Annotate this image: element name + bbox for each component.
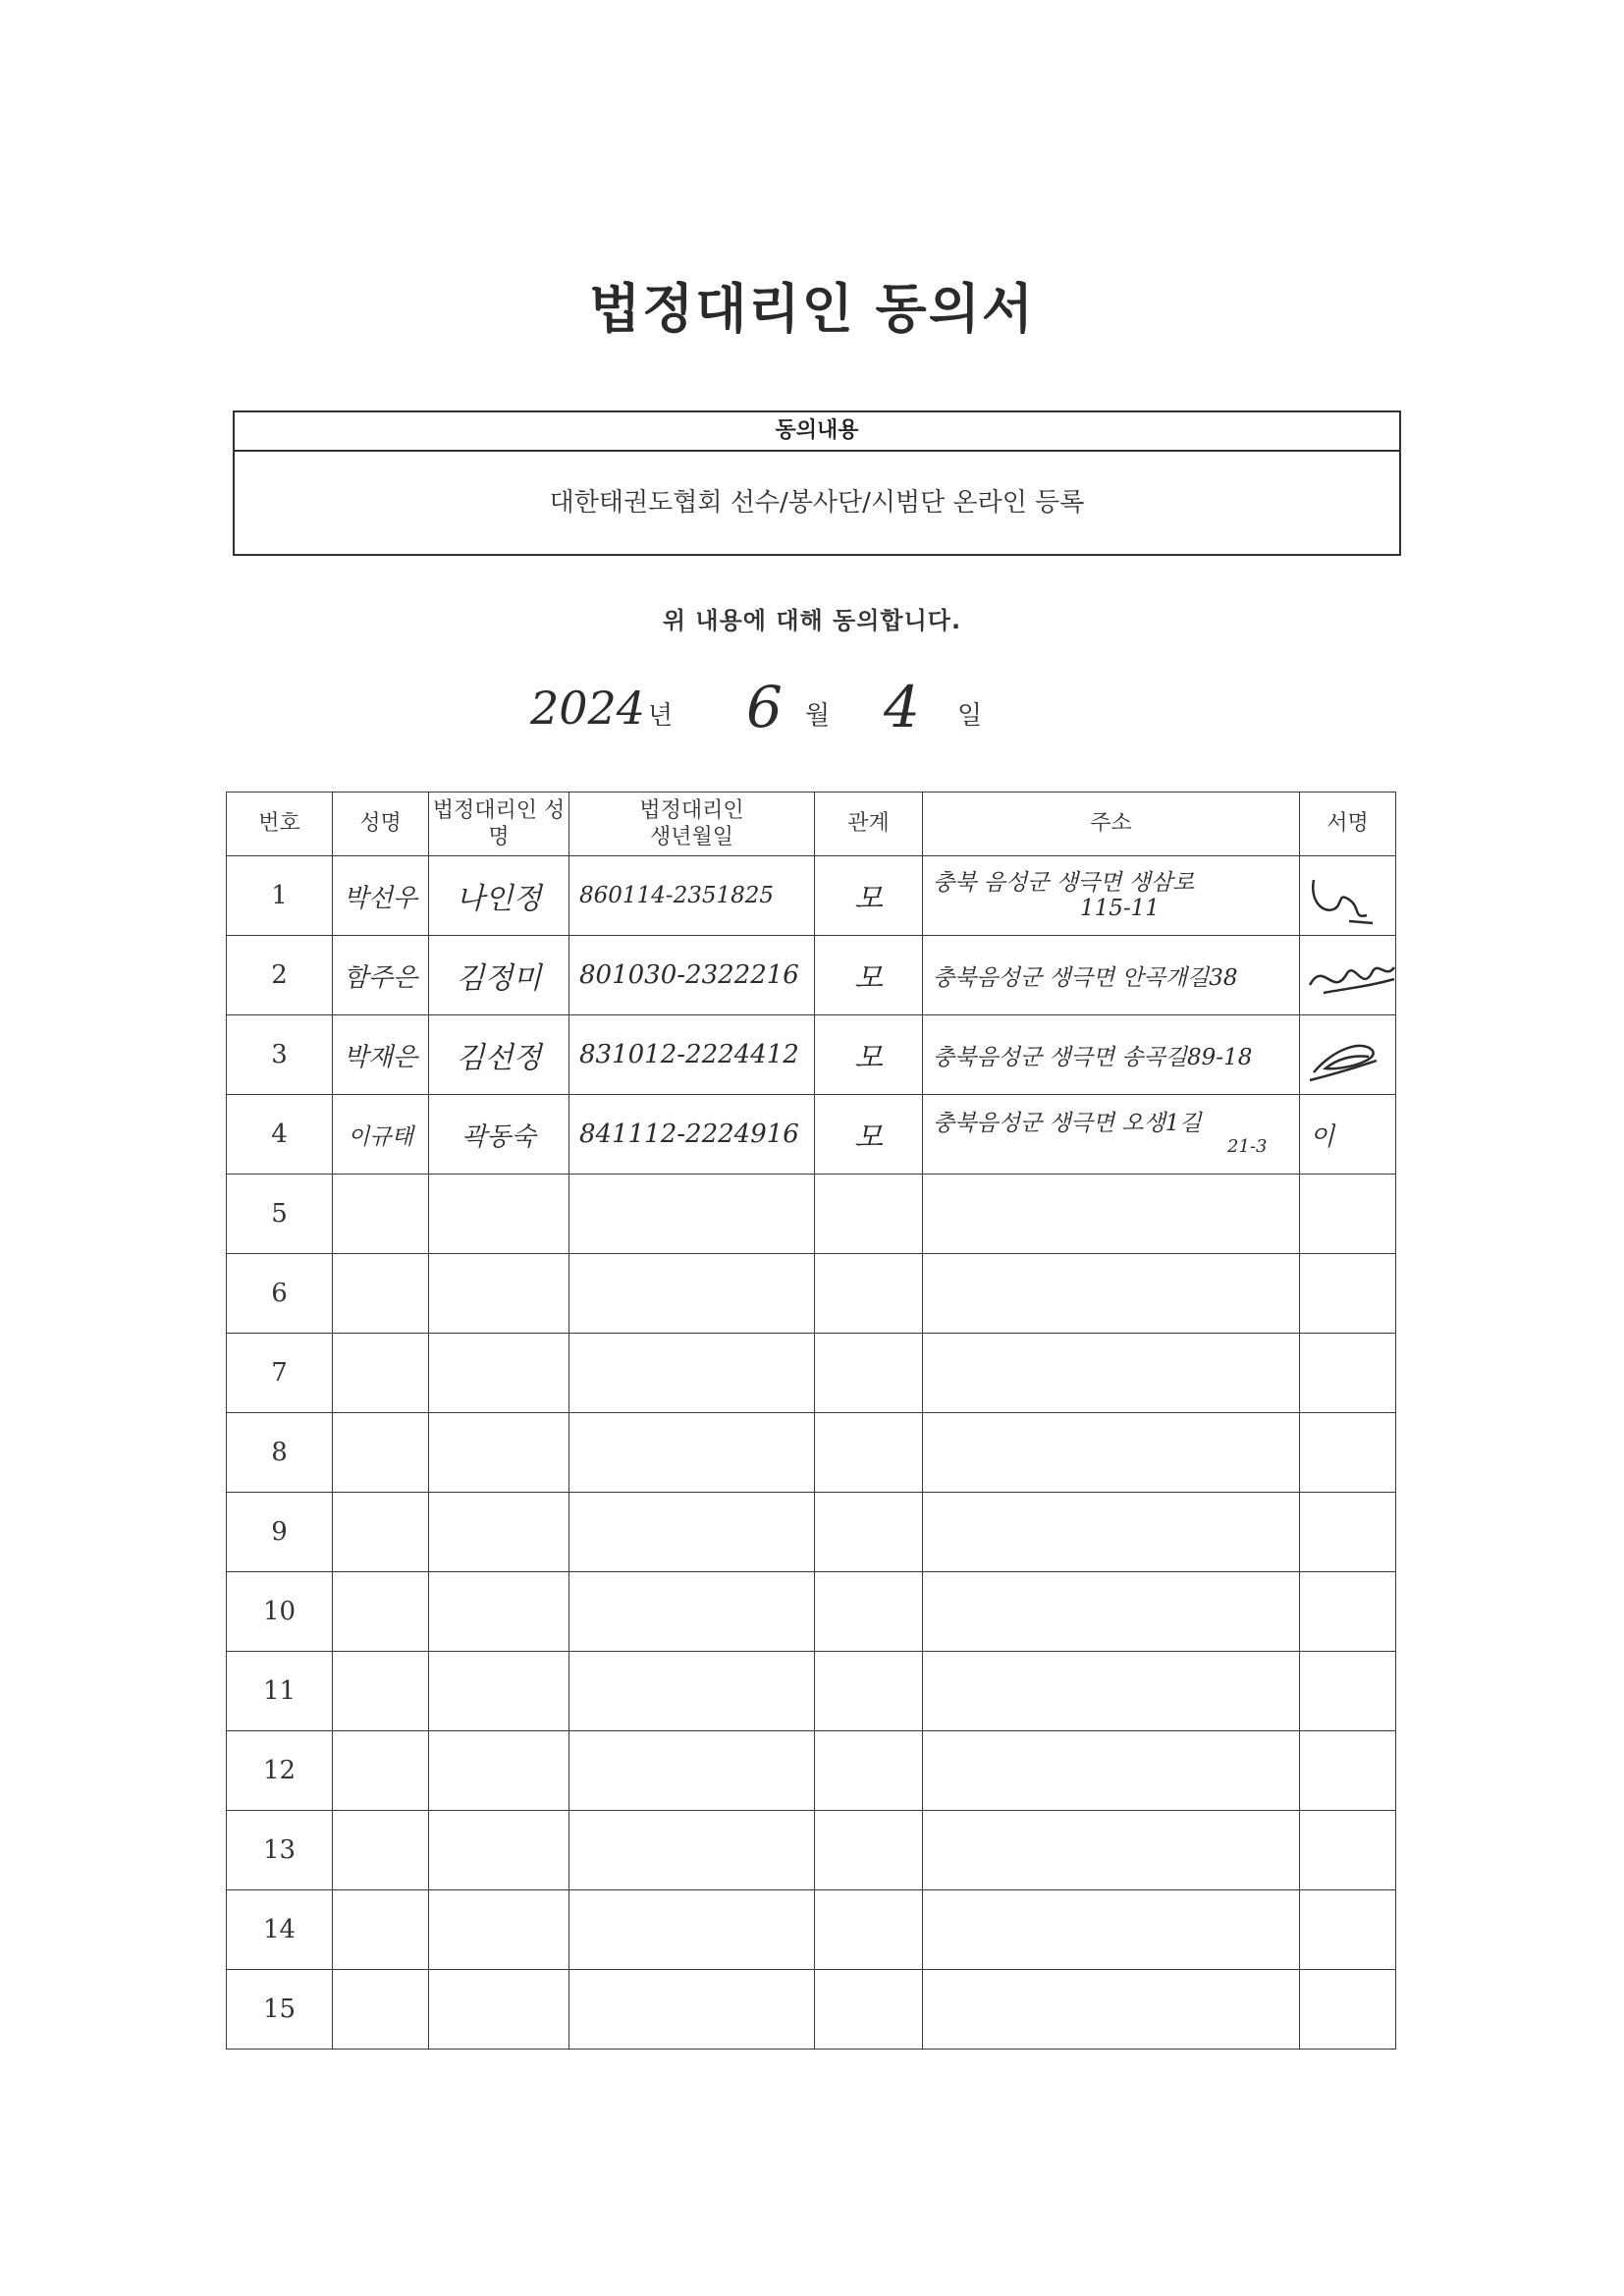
date-month-unit: 월 — [805, 701, 831, 731]
signature-cell: 이 — [1300, 1095, 1396, 1175]
signing-date — [0, 674, 1624, 746]
student-name — [333, 1413, 429, 1493]
student-name — [333, 1493, 429, 1572]
date-year: 2024 — [530, 682, 646, 735]
signature-cell — [1300, 936, 1396, 1015]
address — [923, 1254, 1300, 1334]
row-number: 15 — [227, 1970, 333, 2050]
relation — [815, 1890, 923, 1970]
guardian-birth — [569, 1175, 815, 1254]
relation — [815, 1731, 923, 1811]
student-name — [333, 1890, 429, 1970]
guardian-birth — [569, 1254, 815, 1334]
row-number: 10 — [227, 1572, 333, 1652]
table-row — [227, 936, 1396, 1015]
guardian-name — [429, 1413, 569, 1493]
signature-mark — [1300, 866, 1395, 925]
guardian-name: 김정미 — [429, 936, 569, 1015]
address — [923, 1652, 1300, 1731]
relation — [815, 1254, 923, 1334]
relation — [815, 1334, 923, 1413]
row-number: 9 — [227, 1493, 333, 1572]
student-name — [333, 1175, 429, 1254]
guardian-name — [429, 1254, 569, 1334]
guardian-name — [429, 1334, 569, 1413]
student-name — [333, 1572, 429, 1652]
address — [923, 1095, 1300, 1175]
signature-cell — [1300, 856, 1396, 936]
student-name: 박재은 — [333, 1015, 429, 1095]
guardian-birth: 831012-2224412 — [569, 1015, 815, 1095]
relation — [815, 1493, 923, 1572]
agreement-text: 위 내용에 대해 동의합니다. — [662, 607, 962, 634]
address — [923, 1970, 1300, 2050]
student-name — [333, 1652, 429, 1731]
date-year-unit: 년 — [648, 701, 674, 731]
header-guardian-name-text: 법정대리인 성명 — [432, 797, 566, 849]
row-number: 2 — [227, 936, 333, 1015]
relation — [815, 1970, 923, 2050]
guardian-birth — [569, 1413, 815, 1493]
signature-cell — [1300, 1493, 1396, 1572]
signature-cell — [1300, 1572, 1396, 1652]
consent-box — [233, 410, 1401, 556]
address-line-1: 충북음성군 생극면 오생1길 — [933, 1111, 1202, 1137]
address — [923, 1413, 1300, 1493]
signature-cell — [1300, 1811, 1396, 1890]
guardian-name — [429, 1890, 569, 1970]
relation: 모 — [815, 936, 923, 1015]
guardian-name: 김선정 — [429, 1015, 569, 1095]
signature-mark — [1300, 1025, 1395, 1084]
relation — [815, 1811, 923, 1890]
address — [923, 1493, 1300, 1572]
address — [923, 1572, 1300, 1652]
table-row — [227, 1254, 1396, 1334]
header-name: 성명 — [333, 793, 429, 856]
signature-cell — [1300, 1652, 1396, 1731]
table-row — [227, 1572, 1396, 1652]
relation — [815, 1652, 923, 1731]
row-number: 5 — [227, 1175, 333, 1254]
guardian-birth: 860114-2351825 — [569, 856, 815, 936]
row-number: 7 — [227, 1334, 333, 1413]
guardian-birth: 801030-2322216 — [569, 936, 815, 1015]
guardian-birth — [569, 1970, 815, 2050]
student-name — [333, 1254, 429, 1334]
signature-cell — [1300, 1334, 1396, 1413]
table-row — [227, 1731, 1396, 1811]
address: 충북음성군 생극면 송곡길89-18 — [923, 1015, 1300, 1095]
student-name: 이규태 — [333, 1095, 429, 1175]
table-row — [227, 1811, 1396, 1890]
guardian-name: 나인정 — [429, 856, 569, 936]
guardian-birth — [569, 1334, 815, 1413]
relation: 모 — [815, 1095, 923, 1175]
table-row — [227, 1413, 1396, 1493]
table-row — [227, 1493, 1396, 1572]
table-row — [227, 1890, 1396, 1970]
guardian-name — [429, 1811, 569, 1890]
guardian-name — [429, 1731, 569, 1811]
address-line-2: 115-11 — [1080, 896, 1160, 921]
guardian-birth: 841112-2224916 — [569, 1095, 815, 1175]
consent-content: 대한태권도협회 선수/봉사단/시범단 온라인 등록 — [549, 488, 1085, 518]
address — [923, 1334, 1300, 1413]
signature-cell — [1300, 1731, 1396, 1811]
guardian-birth — [569, 1811, 815, 1890]
date-day: 4 — [884, 674, 920, 740]
row-number: 6 — [227, 1254, 333, 1334]
header-guardian-birth — [569, 793, 815, 856]
student-name — [333, 1811, 429, 1890]
student-name: 박선우 — [333, 856, 429, 936]
row-number: 13 — [227, 1811, 333, 1890]
table-row — [227, 1095, 1396, 1175]
table-row — [227, 856, 1396, 936]
signature-cell — [1300, 1015, 1396, 1095]
guardian-name — [429, 1572, 569, 1652]
consent-header: 동의내용 — [235, 412, 1399, 452]
signature-cell — [1300, 1254, 1396, 1334]
header-signature: 서명 — [1300, 793, 1396, 856]
address-line-1: 충북 음성군 생극면 생삼로 — [933, 869, 1195, 896]
student-name — [333, 1970, 429, 2050]
guardian-birth — [569, 1890, 815, 1970]
header-guardian-birth-text: 법정대리인 생년월일 — [639, 797, 744, 849]
relation — [815, 1572, 923, 1652]
document-title: 법정대리인 동의서 — [588, 278, 1036, 340]
guardian-name: 곽동숙 — [429, 1095, 569, 1175]
row-number: 11 — [227, 1652, 333, 1731]
guardian-consent-table — [226, 792, 1396, 2050]
student-name: 함주은 — [333, 936, 429, 1015]
relation — [815, 1413, 923, 1493]
address — [923, 1890, 1300, 1970]
student-name — [333, 1334, 429, 1413]
date-month: 6 — [746, 674, 783, 740]
guardian-name — [429, 1970, 569, 2050]
guardian-birth — [569, 1731, 815, 1811]
guardian-name — [429, 1175, 569, 1254]
table-header-row — [227, 793, 1396, 856]
table-row — [227, 1652, 1396, 1731]
address — [923, 856, 1300, 936]
guardian-birth — [569, 1493, 815, 1572]
table-row — [227, 1334, 1396, 1413]
row-number: 3 — [227, 1015, 333, 1095]
date-day-unit: 일 — [957, 701, 983, 731]
relation: 모 — [815, 1015, 923, 1095]
row-number: 14 — [227, 1890, 333, 1970]
row-number: 8 — [227, 1413, 333, 1493]
table-row — [227, 1970, 1396, 2050]
signature-cell — [1300, 1890, 1396, 1970]
guardian-birth — [569, 1572, 815, 1652]
row-number: 12 — [227, 1731, 333, 1811]
address-line-2: 21-3 — [1227, 1135, 1268, 1157]
address — [923, 1811, 1300, 1890]
relation: 모 — [815, 856, 923, 936]
address — [923, 1731, 1300, 1811]
relation — [815, 1175, 923, 1254]
header-no: 번호 — [227, 793, 333, 856]
signature-cell — [1300, 1413, 1396, 1493]
row-number: 4 — [227, 1095, 333, 1175]
guardian-name — [429, 1493, 569, 1572]
signature-cell — [1300, 1970, 1396, 2050]
signature-mark — [1300, 946, 1395, 1005]
table-row — [227, 1015, 1396, 1095]
header-address: 주소 — [923, 793, 1300, 856]
student-name — [333, 1731, 429, 1811]
guardian-birth — [569, 1652, 815, 1731]
row-number: 1 — [227, 856, 333, 936]
guardian-name — [429, 1652, 569, 1731]
table-row — [227, 1175, 1396, 1254]
address: 충북음성군 생극면 안곡개길38 — [923, 936, 1300, 1015]
signature-cell — [1300, 1175, 1396, 1254]
address — [923, 1175, 1300, 1254]
header-guardian-name — [429, 793, 569, 856]
header-relation: 관계 — [815, 793, 923, 856]
